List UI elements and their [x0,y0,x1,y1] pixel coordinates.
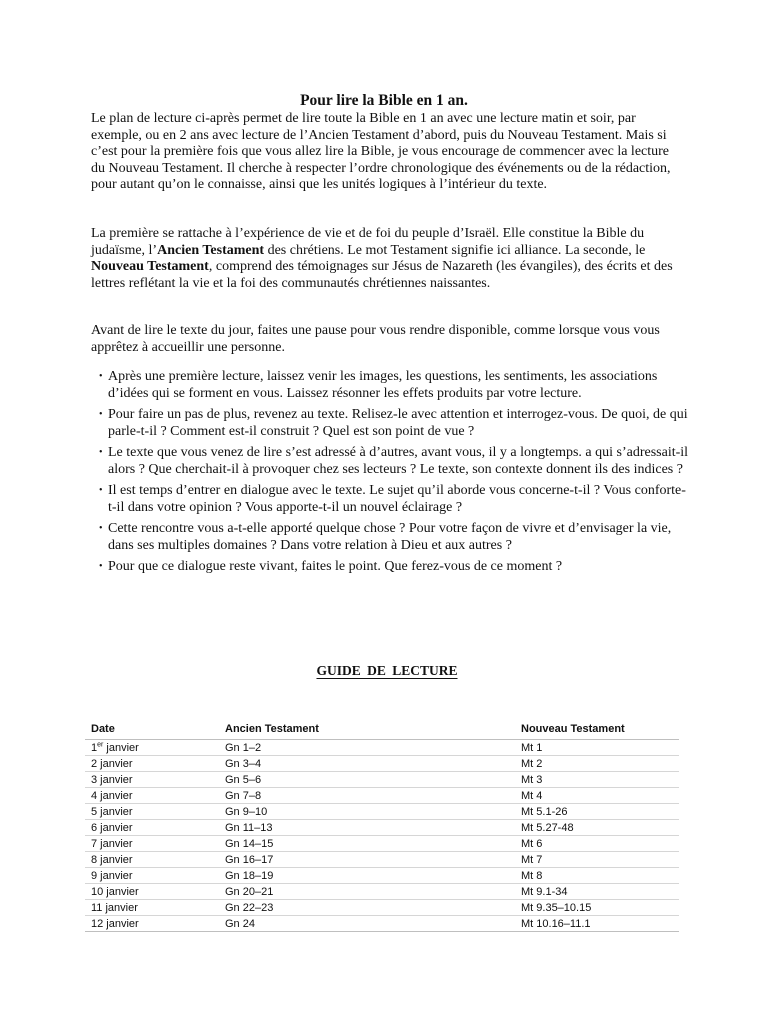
ancien-testament-cell: Gn 16–17 [217,852,515,868]
ancien-testament-bold: Ancien Testament [157,242,265,258]
ancien-testament-cell: Gn 18–19 [217,868,515,884]
bullet-icon: • [99,561,103,572]
intro-paragraph: Le plan de lecture ci-après permet de lire toute la Bible en 1 an avec une lecture matin et soir, par exemple, ou en 2 ans avec lecture de l’Ancien Testament d’abord, puis du Nouveau Testament. Mais si c’est pour la première fois que vous allez lire la Bible, je vous encourage de commencer avec la lecture du Nouveau Testament. Il cherche à respecter l’ordre chronologique des événements ou de la rédaction, pour autant qu’on le connaisse, ainsi que les unités logiques à l’intérieur du texte. [91,111,671,192]
ancien-testament-column-header: Ancien Testament [217,719,515,740]
table-row [85,852,679,868]
nouveau-testament-column-header: Nouveau Testament [515,719,679,740]
ancien-testament-cell: Gn 22–23 [217,900,515,916]
nouveau-testament-cell: Mt 4 [515,788,679,804]
date-day: 1 [91,741,98,754]
ancien-testament-cell: Gn 3–4 [217,756,515,772]
document-title: Pour lire la Bible en 1 an. [300,92,468,109]
table-row [85,884,679,900]
pause-paragraph: Avant de lire le texte du jour, faites une pause pour vous rendre disponible, comme lorsque vous vous apprêtez à accueillir une personne. [91,323,660,355]
ancien-testament-cell: Gn 14–15 [217,836,515,852]
table-row [85,916,679,932]
ancien-testament-cell: Gn 1–2 [217,740,515,756]
list-item [99,483,689,516]
list-item [99,559,689,576]
ancien-testament-cell: Gn 20–21 [217,884,515,900]
nouveau-testament-cell: Mt 6 [515,836,679,852]
nouveau-testament-cell: Mt 9.1-34 [515,884,679,900]
reading-plan-table [85,719,679,932]
nouveau-testament-cell: Mt 9.35–10.15 [515,900,679,916]
nouveau-testament-cell: Mt 5.27-48 [515,820,679,836]
list-item-text: Il est temps d’entrer en dialogue avec le texte. Le sujet qu’il aborde vous concerne-t-il ? Vous conforte-t-il dans votre opinion ? Vous apporte-t-il un nouvel éclairage ? [108,483,686,515]
date-cell [85,740,217,756]
list-item-text: Pour faire un pas de plus, revenez au texte. Relisez-le avec attention et interrogez-vous. De quoi, de qui parle-t-il ? Comment est-il construit ? Quel est son point de vue ? [108,407,688,439]
date-cell: 12 janvier [85,916,217,932]
table-row [85,804,679,820]
table-row [85,836,679,852]
bullet-icon: • [99,409,103,420]
testaments-text-3: , comprend des témoignages sur Jésus de Nazareth (les évangiles), des écrits et des lettres reflétant la vie et la foi des communautés chrétiennes naissantes. [91,259,673,291]
table-row [85,788,679,804]
list-item-text: Le texte que vous venez de lire s’est adressé à d’autres, avant vous, il y a longtemps. a qui s’adressait-il alors ? Que cherchait-il à provoquer chez ses lecteurs ? Le texte, son contexte donnent ils des indices ? [108,445,689,477]
table-row [85,756,679,772]
list-item [99,445,689,478]
date-cell: 8 janvier [85,852,217,868]
list-item-text: Cette rencontre vous a-t-elle apporté quelque chose ? Pour votre façon de vivre et d’envisager la vie, dans ses multiples domaines ? Dans votre relation à Dieu et aux autres ? [108,521,672,553]
ancien-testament-cell: Gn 5–6 [217,772,515,788]
list-item-text: Pour que ce dialogue reste vivant, faites le point. Que ferez-vous de ce moment ? [108,559,563,574]
date-month: janvier [103,741,139,754]
table-header-row [85,719,679,740]
ancien-testament-cell: Gn 7–8 [217,788,515,804]
date-cell: 4 janvier [85,788,217,804]
date-column-header: Date [85,719,217,740]
nouveau-testament-cell: Mt 8 [515,868,679,884]
date-cell: 7 janvier [85,836,217,852]
bullet-icon: • [99,371,103,382]
date-cell: 10 janvier [85,884,217,900]
nouveau-testament-cell: Mt 2 [515,756,679,772]
bullet-icon: • [99,523,103,534]
date-cell: 2 janvier [85,756,217,772]
list-item [99,407,689,440]
table-row [85,740,679,756]
list-item [99,521,689,554]
nouveau-testament-cell: Mt 3 [515,772,679,788]
reading-steps-list [99,369,689,581]
table-row [85,820,679,836]
date-ordinal-suffix: er [97,740,104,748]
table-body [85,740,679,932]
nouveau-testament-cell: Mt 7 [515,852,679,868]
date-cell: 5 janvier [85,804,217,820]
guide-title: GUIDE DE LECTURE [316,663,458,678]
nouveau-testament-bold: Nouveau Testament [91,259,209,274]
nouveau-testament-cell: Mt 10.16–11.1 [515,916,679,932]
date-cell: 3 janvier [85,772,217,788]
ancien-testament-cell: Gn 9–10 [217,804,515,820]
testaments-text-2: des chrétiens. Le mot Testament signifie ici alliance. La seconde, le [264,242,646,258]
ancien-testament-cell: Gn 24 [217,916,515,932]
nouveau-testament-cell: Mt 5.1-26 [515,804,679,820]
list-item [99,369,689,402]
testaments-text-1: La première se rattache à l’expérience de vie et de foi du peuple d’Israël. Elle constitue la Bible du judaïsme, l’ [91,226,645,258]
table-row [85,868,679,884]
table-row [85,772,679,788]
list-item-text: Après une première lecture, laissez venir les images, les questions, les sentiments, les associations d’idées qui se forment en vous. Laissez résonner les effets produits par votre lecture. [108,369,658,401]
date-cell: 9 janvier [85,868,217,884]
bullet-icon: • [99,447,103,458]
nouveau-testament-cell: Mt 1 [515,740,679,756]
ancien-testament-cell: Gn 11–13 [217,820,515,836]
bullet-icon: • [99,485,103,496]
date-cell: 11 janvier [85,900,217,916]
table-row [85,900,679,916]
testaments-paragraph [91,226,681,292]
date-cell: 6 janvier [85,820,217,836]
